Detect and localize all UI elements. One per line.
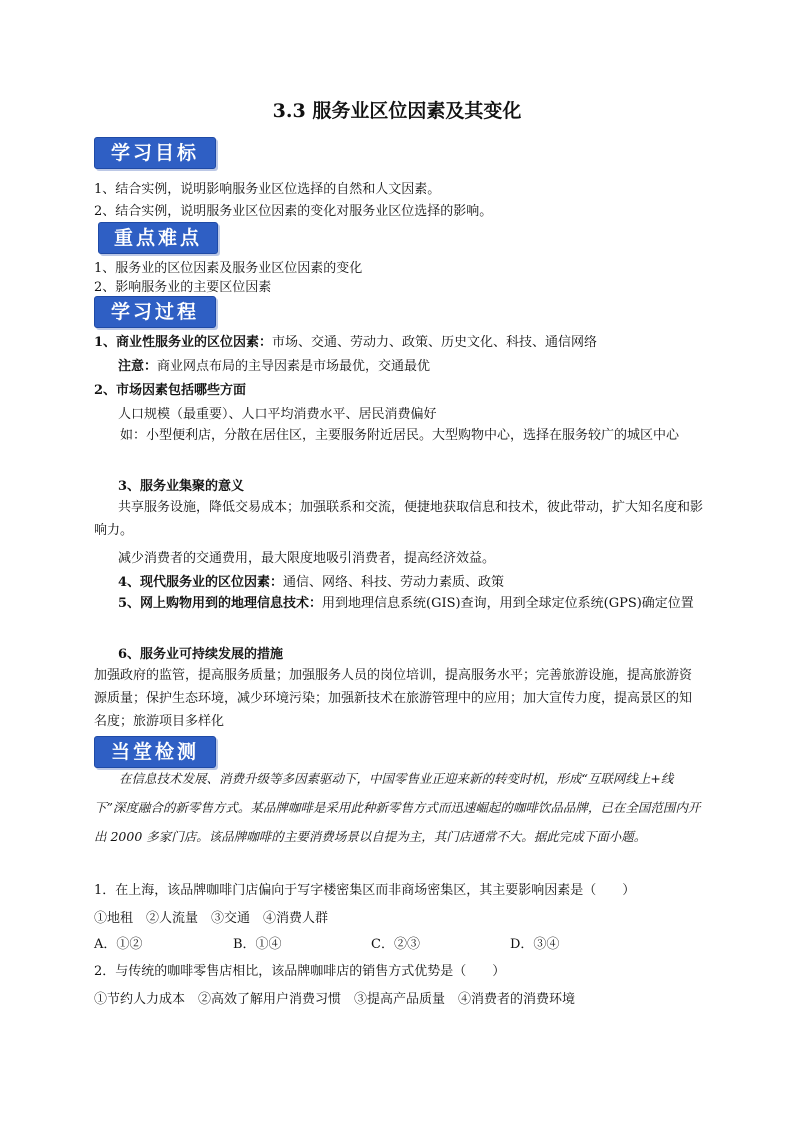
key-item-1: 1、服务业的区位因素及服务业区位因素的变化 xyxy=(94,261,363,276)
point-6-heading: 6、服务业可持续发展的措施 xyxy=(118,647,284,662)
goal-item-1: 1、结合实例，说明影响服务业区位选择的自然和人文因素。 xyxy=(94,182,441,197)
point-5-heading: 5、网上购物用到的地理信息技术： xyxy=(118,596,323,611)
point-3-text-1: 共享服务设施，降低交易成本；加强联系和交流，便捷地获取信息和技术，彼此带动，扩大知名度和影响力。 xyxy=(94,500,704,538)
question-2: 2．与传统的咖啡零售店相比，该品牌咖啡店的销售方式优势是（ ） xyxy=(94,964,506,979)
question-2-items: ①节约人力成本 ②高效了解用户消费习惯 ③提高产品质量 ④消费者的消费环境 xyxy=(94,992,576,1007)
point-3-heading: 3、服务业集聚的意义 xyxy=(118,479,245,494)
test-passage: 在信息技术发展、消费升级等多因素驱动下，中国零售业正迎来新的转变时机，形成“互联网线上+线下”深度融合的新零售方式。某品牌咖啡是采用此种新零售方式而迅速崛起的咖啡饮品品牌，已在全国范围内开出 2000 多家门店。该品牌咖啡的主要消费场景以自提为主，其门店通常不大。据此完成下面小题。 xyxy=(94,771,701,844)
process-point-1 xyxy=(94,331,704,350)
question-1-items: ①地租 ②人流量 ③交通 ④消费人群 xyxy=(94,911,329,926)
page-title: 3.3 服务业区位因素及其变化 xyxy=(272,100,522,122)
key-banner: 重点难点 xyxy=(98,222,218,254)
goal-item-2: 2、结合实例，说明服务业区位因素的变化对服务业区位选择的影响。 xyxy=(94,204,493,219)
key-item-2: 2、影响服务业的主要区位因素 xyxy=(94,280,272,295)
process-point-5 xyxy=(94,592,704,615)
point-1-heading: 1、商业性服务业的区位因素： xyxy=(94,335,273,350)
process-note xyxy=(118,355,728,374)
process-banner: 学习过程 xyxy=(94,296,216,328)
point-2-example: 如：小型便利店，分散在居住区，主要服务附近居民。大型购物中心，选择在服务较广的城区中心 xyxy=(120,428,680,443)
q1-option-d: D．③④ xyxy=(510,937,560,952)
point-5-text: 用到地理信息系统(GIS)查询，用到全球定位系统(GPS)确定位置 xyxy=(322,596,694,611)
q1-option-b: B．①④ xyxy=(233,937,282,952)
note-heading: 注意： xyxy=(118,359,158,374)
point-1-text: 市场、交通、劳动力、政策、历史文化、科技、通信网络 xyxy=(272,335,598,350)
process-point-4 xyxy=(118,571,728,590)
q1-option-c: C．②③ xyxy=(371,937,420,952)
question-1: 1．在上海，该品牌咖啡门店偏向于写字楼密集区而非商场密集区，其主要影响因素是（ ） xyxy=(94,883,636,898)
point-4-text: 通信、网络、科技、劳动力素质、政策 xyxy=(283,575,505,590)
goals-banner: 学习目标 xyxy=(94,137,216,169)
point-4-heading: 4、现代服务业的区位因素： xyxy=(118,575,284,590)
point-2-heading: 2、市场因素包括哪些方面 xyxy=(94,383,247,398)
note-text: 商业网点布局的主导因素是市场最优，交通最优 xyxy=(157,359,431,374)
point-2-text: 人口规模（最重要）、人口平均消费水平、居民消费偏好 xyxy=(118,407,437,422)
q1-option-a: A．①② xyxy=(94,937,143,952)
point-3-text-2: 减少消费者的交通费用，最大限度地吸引消费者，提高经济效益。 xyxy=(118,551,496,566)
test-banner: 当堂检测 xyxy=(94,736,216,768)
point-6-text: 加强政府的监管，提高服务质量；加强服务人员的岗位培训，提高服务水平；完善旅游设施，提高旅游资源质量；保护生态环境，减少环境污染；加强新技术在旅游管理中的应用；加大宣传力度，提高景区的知名度；旅游项目多样化 xyxy=(94,668,693,729)
